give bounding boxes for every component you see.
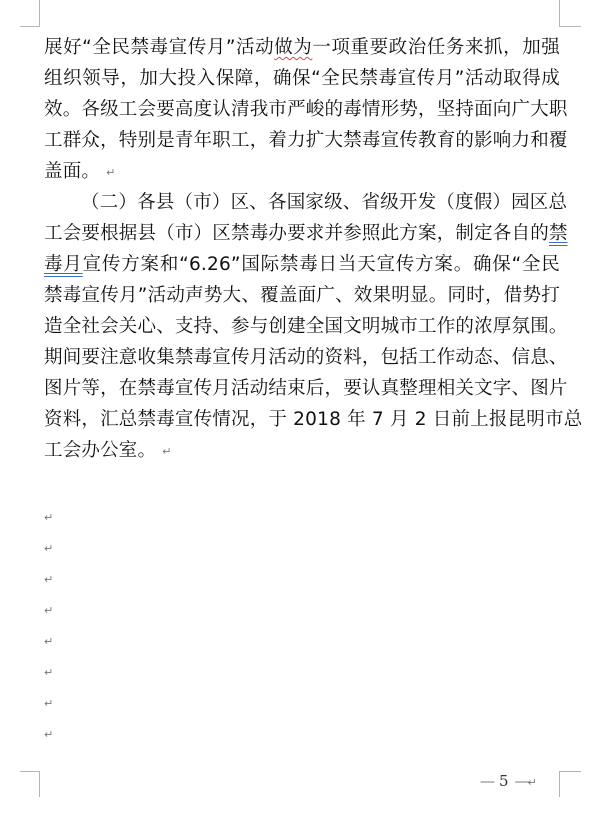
crop-mark-bottom-right [559,771,581,772]
footer-dash-left: — [480,772,493,790]
text-span: 工会办公室。 [44,440,157,461]
page-number: 5 [499,772,509,790]
document-body[interactable] [44,32,583,466]
paragraph-mark-icon: ↵ [44,511,54,524]
paragraph-mark-icon: ↵ [44,573,54,586]
text-span: 宣传方案和“6.26”国际禁毒日当天宣传方案。确保“全民 [82,254,561,275]
paragraph-mark-icon: ↵ [162,444,172,458]
text-line [44,32,560,63]
text-line: 图片等，在禁毒宣传月活动结束后，要认真整理相关文字、图片 [44,378,568,399]
crop-mark-top-left [39,0,40,26]
spelling-flagged-text[interactable]: 做为 [274,37,313,58]
text-line: 禁毒宣传月”活动声势大、覆盖面广、效果明显。同时，借势打 [44,285,560,306]
crop-mark-bottom-left [20,771,40,772]
text-line: 期间要注意收集禁毒宣传月活动的资料，包括工作动态、信息、 [44,347,568,368]
text-line [44,435,560,466]
crop-mark-top-right [559,26,581,27]
page-number-footer [480,770,537,792]
crop-mark-top-right [559,0,560,26]
text-line: 组织领导，加大投入保障，确保“全民禁毒宣传月”活动取得成 [44,68,560,89]
text-line [44,218,568,249]
paragraph-mark-icon: ↵ [527,776,537,789]
grammar-flagged-text[interactable]: 禁 [548,223,568,244]
grammar-flagged-text[interactable]: 毒月 [44,254,83,275]
crop-mark-bottom-left [39,771,40,797]
text-span: 工会要根据县（市）区禁毒办要求并参照此方案，制定各自的 [44,223,549,244]
text-line [44,156,560,187]
paragraph-mark-icon: ↵ [44,697,54,710]
footer-dash-right: — [514,772,528,790]
paragraph-mark-icon: ↵ [44,728,54,741]
paragraph-mark-icon: ↵ [44,635,54,648]
text-span: 一项重要政治任务来抓，加强 [312,37,560,58]
paragraph-mark-icon: ↵ [44,666,54,679]
text-line: （二）各县（市）区、各国家级、省级开发（度假）园区总 [81,192,568,213]
empty-paragraphs[interactable] [44,502,53,750]
text-span: 展好“全民禁毒宣传月”活动 [44,37,275,58]
text-line [44,249,560,280]
paragraph-mark-icon: ↵ [106,165,116,179]
text-line: 造全社会关心、支持、参与创建全国文明城市工作的浓厚氛围。 [44,316,568,337]
crop-mark-bottom-right [559,771,560,797]
text-line: 效。各级工会要高度认清我市严峻的毒情形势，坚持面向广大职 [44,99,568,120]
crop-mark-top-left [20,26,40,27]
paragraph-mark-icon: ↵ [44,604,54,617]
paragraph-mark-icon: ↵ [44,542,54,555]
text-line: 资料，汇总禁毒宣传情况，于 2018 年 7 月 2 日前上报昆明市总 [44,409,583,430]
text-span: 盖面。 [44,161,101,182]
text-line: 工群众，特别是青年职工，着力扩大禁毒宣传教育的影响力和覆 [44,130,568,151]
